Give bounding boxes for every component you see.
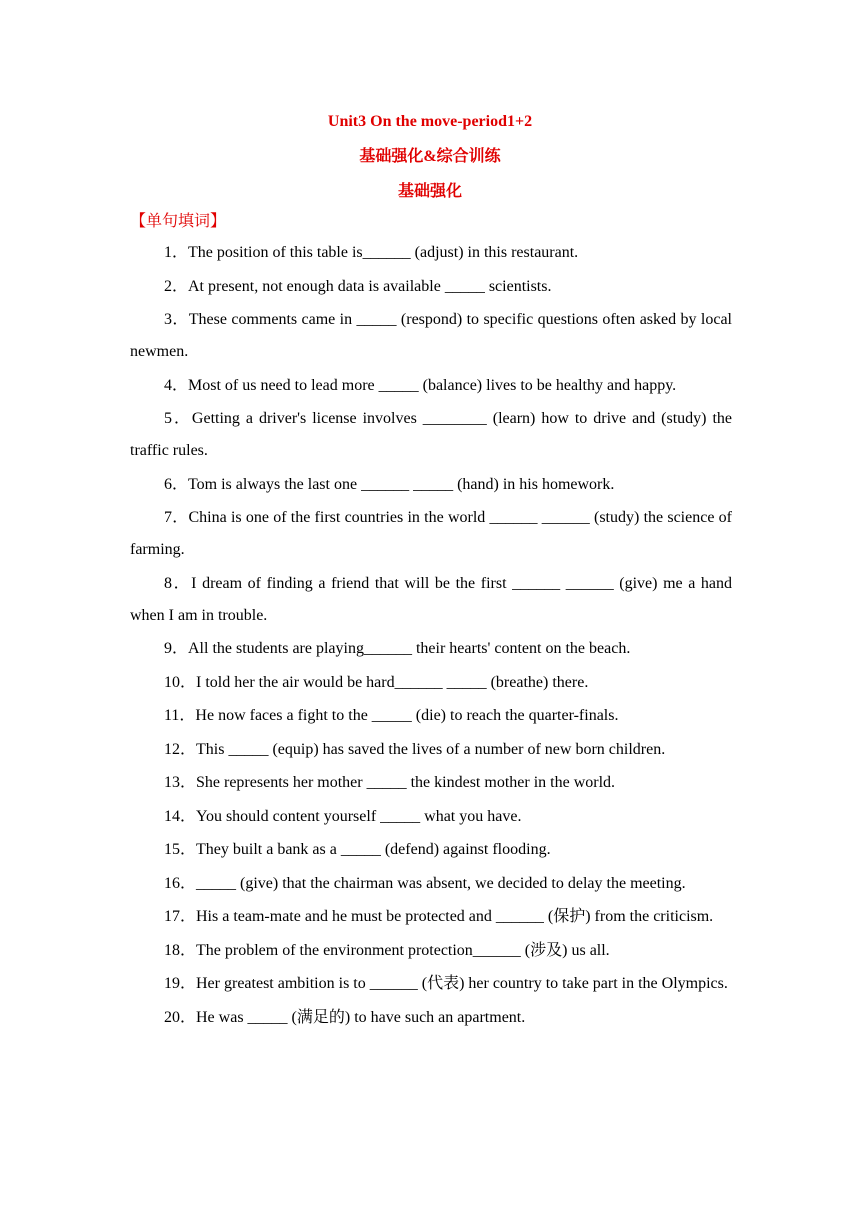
question-3: 3．These comments came in _____ (respond) to specific questions often asked by local newmen. bbox=[130, 311, 733, 360]
exercise-label: 【单句填词】 bbox=[130, 213, 227, 230]
question-10: 10．I told her the air would be hard______ _____ (breathe) there. bbox=[164, 673, 589, 691]
question-15: 15．They built a bank as a _____ (defend) against flooding. bbox=[164, 841, 551, 858]
question-14: 14．You should content yourself _____ what you have. bbox=[164, 807, 522, 825]
question-7: 7．China is one of the first countries in the world ______ ______ (study) the science of farming. bbox=[130, 509, 733, 558]
subtitle: 基础强化&综合训练 bbox=[359, 148, 501, 165]
question-17: 17．His a team-mate and he must be protected and ______ (保护) from the criticism. bbox=[164, 908, 714, 925]
unit-title: Unit3 On the move-period1+2 bbox=[327, 113, 533, 130]
question-11: 11．He now faces a fight to the _____ (die) to reach the quarter-finals. bbox=[164, 707, 619, 724]
question-1: 1．The position of this table is______ (adjust) in this restaurant. bbox=[164, 244, 579, 261]
question-16: 16．_____ (give) that the chairman was absent, we decided to delay the meeting. bbox=[164, 874, 686, 892]
question-2: 2．At present, not enough data is available _____ scientists. bbox=[164, 277, 552, 295]
section-title: 基础强化 bbox=[397, 183, 462, 200]
question-9: 9．All the students are playing______ their hearts' content on the beach. bbox=[164, 640, 631, 657]
question-13: 13．She represents her mother _____ the kindest mother in the world. bbox=[164, 774, 616, 791]
title-block bbox=[0, 110, 860, 215]
question-8: 8．I dream of finding a friend that will be the first ______ ______ (give) me a hand when I am in trouble. bbox=[130, 574, 732, 624]
question-19: 19．Her greatest ambition is to ______ (代表) her country to take part in the Olympics. bbox=[164, 975, 728, 992]
question-4: 4．Most of us need to lead more _____ (balance) lives to be healthy and happy. bbox=[164, 376, 677, 394]
question-20: 20．He was _____ (满足的) to have such an apartment. bbox=[164, 1008, 526, 1026]
question-12: 12．This _____ (equip) has saved the lives of a number of new born children. bbox=[164, 740, 666, 758]
question-6: 6．Tom is always the last one ______ _____ (hand) in his homework. bbox=[164, 475, 615, 493]
question-list bbox=[130, 237, 732, 1035]
question-5: 5．Getting a driver's license involves ________ (learn) how to drive and (study) the traffic rules. bbox=[130, 410, 733, 459]
question-18: 18．The problem of the environment protection______ (涉及) us all. bbox=[164, 941, 610, 959]
